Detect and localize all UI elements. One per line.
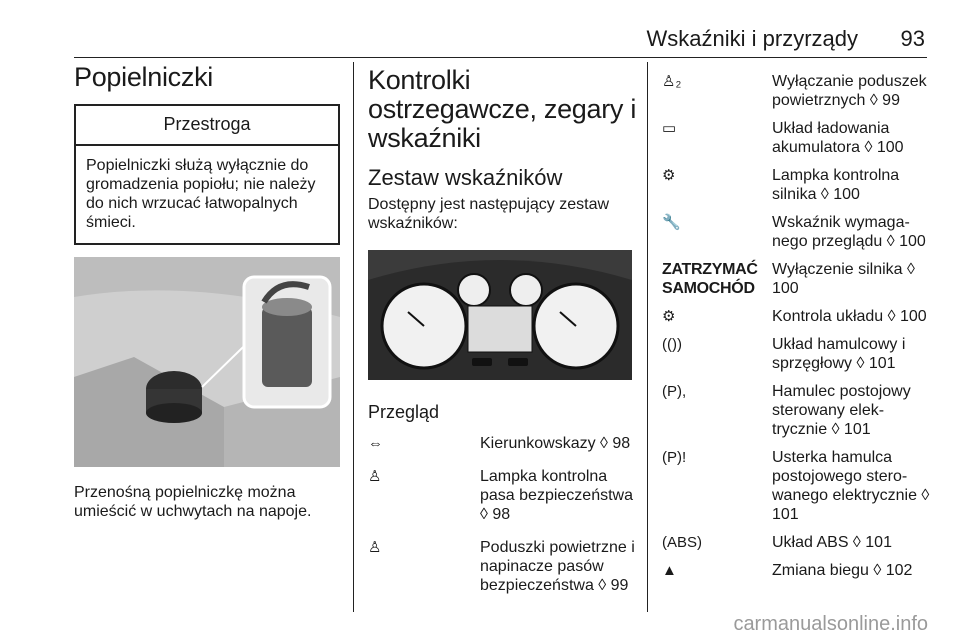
list-item bbox=[368, 538, 636, 595]
system-check-icon: ⚙ bbox=[662, 308, 676, 325]
caution-text: Popielniczki służą wyłącznie do gromadzenia popiołu; nie należy do nich wrzucać łatwopalnych śmieci. bbox=[86, 157, 316, 231]
list-item bbox=[662, 448, 932, 524]
instrument-cluster-image bbox=[368, 250, 632, 380]
list-item bbox=[662, 72, 932, 110]
abs-icon: (ABS) bbox=[662, 534, 703, 551]
list-item bbox=[368, 467, 636, 524]
parking-brake-fault-icon: (P)! bbox=[662, 449, 687, 466]
wrench-icon: 🔧 bbox=[662, 214, 681, 231]
list-item bbox=[662, 166, 932, 204]
indicator-list bbox=[662, 72, 932, 589]
list-item-text: Hamulec postojowy sterowany elektrycznie ◊ 101 bbox=[772, 383, 911, 438]
list-item-text: Wyłączanie poduszek powietrznych ◊ 99 bbox=[772, 73, 927, 109]
watermark: carmanualsonline.info bbox=[733, 613, 928, 635]
list-item bbox=[662, 260, 932, 298]
list-item-text: Układ ABS ◊ 101 bbox=[772, 534, 892, 551]
list-item bbox=[662, 307, 932, 326]
page-number: 93 bbox=[900, 26, 925, 51]
ashtray-photo bbox=[74, 257, 340, 467]
list-item bbox=[662, 119, 932, 157]
list-item-text: Lampka kontrolna silnika ◊ 100 bbox=[772, 167, 900, 203]
header-title: Wskaźniki i przyrządy bbox=[646, 26, 858, 51]
list-item-text: Poduszki powietrzne i napinacze pasów bezpieczeństwa ◊ 99 bbox=[480, 539, 635, 594]
list-item bbox=[662, 561, 932, 580]
list-item bbox=[662, 382, 932, 439]
caution-box bbox=[74, 104, 340, 245]
caution-title: Przestroga bbox=[76, 106, 338, 146]
seatbelt-icon: ♙ bbox=[368, 468, 382, 485]
list-item-text: Kontrola układu ◊ 100 bbox=[772, 308, 927, 325]
gear-shift-icon: ▲ bbox=[662, 562, 677, 579]
ashtray-section bbox=[74, 58, 340, 521]
column-divider bbox=[647, 62, 648, 612]
list-item-text: Wyłączenie silnika ◊ 100 bbox=[772, 261, 915, 297]
airbag-icon: ♙ bbox=[368, 539, 382, 556]
list-item-text: Układ hamulcowy i sprzęgłowy ◊ 101 bbox=[772, 336, 906, 372]
list-item-text: Kierunkowskazy ◊ 98 bbox=[480, 435, 631, 452]
airbag-off-icon: ♙₂ bbox=[662, 73, 682, 90]
list-item-text: Układ ładowania akumulatora ◊ 100 bbox=[772, 120, 904, 156]
list-item bbox=[662, 335, 932, 373]
cluster-intro: Dostępny jest następujący zestaw wskaźników: bbox=[368, 196, 610, 232]
list-item bbox=[662, 533, 932, 552]
ashtray-heading: Popielniczki bbox=[74, 62, 213, 92]
engine-icon: ⚙ bbox=[662, 167, 676, 184]
list-item-text: Lampka kontrolna pasa bezpieczeństwa ◊ 98 bbox=[480, 468, 633, 523]
warnings-heading: Kontrolki ostrzegawcze, zegary i wskaźniki bbox=[368, 65, 637, 153]
list-item-text: Wskaźnik wymaganego przeglądu ◊ 100 bbox=[772, 214, 926, 250]
overview-heading: Przegląd bbox=[368, 402, 440, 422]
list-item-text: Usterka hamulca postojowego sterowanego elektrycznie ◊ 101 bbox=[772, 449, 930, 523]
photo-caption: Przenośną popielniczkę można umieścić w uchwytach na napoje. bbox=[74, 484, 312, 520]
brake-clutch-icon: (()) bbox=[662, 336, 682, 353]
warnings-section bbox=[368, 62, 636, 609]
list-item-text: Zmiana biegu ◊ 102 bbox=[772, 562, 913, 579]
cluster-subheading: Zestaw wskaźników bbox=[368, 165, 563, 190]
list-item bbox=[662, 213, 932, 251]
list-item bbox=[368, 434, 636, 453]
column-divider bbox=[353, 62, 354, 612]
battery-icon: ▭ bbox=[662, 120, 677, 137]
parking-brake-icon: (P), bbox=[662, 383, 687, 400]
stop-vehicle-text: ZATRZYMAĆ SAMOCHÓD bbox=[662, 261, 758, 297]
page-header bbox=[0, 26, 960, 56]
turn-signal-icon: ⇔ bbox=[368, 435, 383, 452]
